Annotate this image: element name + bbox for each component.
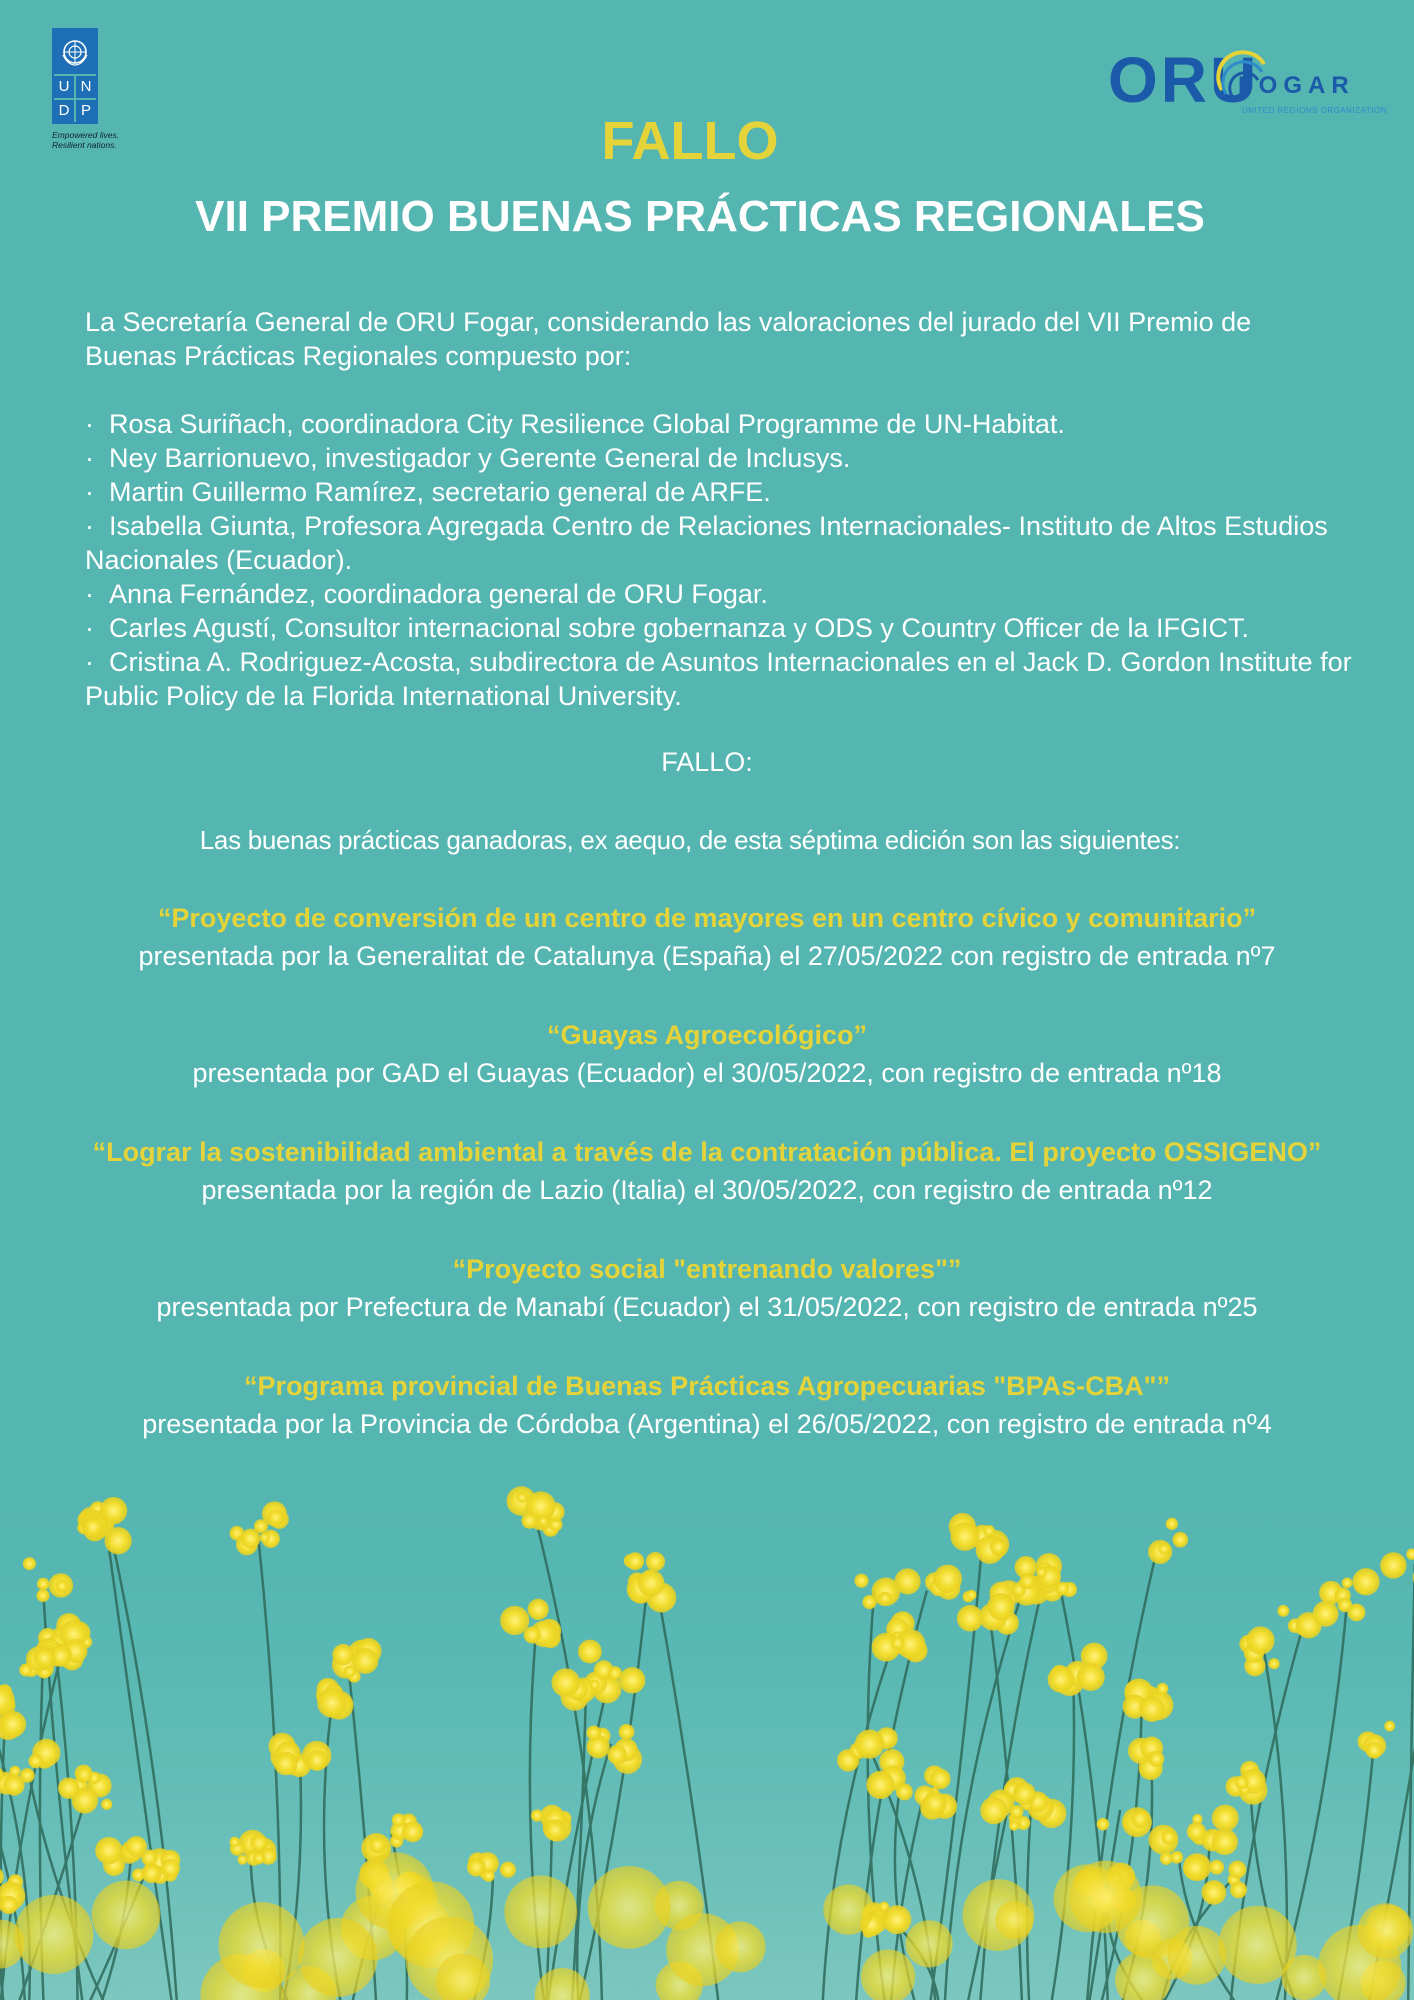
flower-bloom	[1097, 1818, 1110, 1831]
jury-member: · Carles Agustí, Consultor internacional sobre gobernanza y ODS y Country Officer de la IFGICT.	[85, 611, 1375, 645]
fallo-label: FALLO:	[661, 747, 753, 777]
flower-bloom	[9, 1766, 20, 1777]
winners-intro: Las buenas prácticas ganadoras, ex aequo, de esta séptima edición son las siguientes:	[199, 825, 1181, 855]
flower-bloom	[76, 1767, 92, 1783]
flower-bloom	[1148, 1751, 1164, 1767]
flower-bloom	[1139, 1696, 1165, 1722]
flower-bloom	[1069, 1861, 1141, 1933]
flower-bloom	[531, 1809, 543, 1821]
flower-bloom	[1268, 1658, 1279, 1669]
flower-bloom	[1212, 1829, 1238, 1855]
flower-bloom	[241, 1529, 261, 1549]
flower-bloom	[3, 1774, 24, 1795]
winner-title: “Lograr la sostenibilidad ambiental a través de la contratación pública. El proyecto OSSIGENO”	[92, 1137, 1322, 1167]
flower-bloom	[619, 1667, 645, 1693]
jury-member: · Anna Fernández, coordinadora general de ORU Fogar.	[85, 577, 1375, 611]
flower-bloom	[1048, 1666, 1074, 1692]
flower-bloom	[1166, 1518, 1178, 1530]
flower-bloom	[1212, 1805, 1239, 1832]
flower-bloom	[521, 1512, 537, 1528]
flower-bloom	[1167, 1926, 1226, 1985]
flower-bloom	[95, 1837, 122, 1864]
flower-bloom	[1077, 1663, 1105, 1691]
flower-bloom	[905, 1920, 952, 1967]
jury-member: · Isabella Giunta, Profesora Agregada Centro de Relaciones Internacionales- Instituto de Altos Estudios Nacionales (Ecuador).	[85, 509, 1375, 577]
flower-bloom	[1187, 1822, 1206, 1841]
flower-bloom	[1170, 1851, 1183, 1864]
flower-bloom	[1157, 1683, 1169, 1695]
flower-bloom	[237, 1855, 247, 1865]
flower-bloom	[307, 1750, 328, 1771]
flower-bloom	[1183, 1855, 1208, 1880]
flower-bloom	[950, 1522, 979, 1551]
flower-bloom	[1348, 1603, 1366, 1621]
flower-bloom	[524, 1626, 541, 1643]
oru-subtitle: UNITED REGIONS ORGANIZATION	[1242, 106, 1387, 115]
flower-bloom	[37, 1578, 50, 1591]
flower-bloom	[855, 1729, 884, 1758]
undp-tagline-1: Empowered lives.	[52, 130, 120, 140]
flower-bloom	[1384, 1721, 1395, 1732]
winner-entry	[0, 1251, 1414, 1327]
winner-description: presentada por GAD el Guayas (Ecuador) el 30/05/2022, con registro de entrada nº18	[192, 1058, 1222, 1088]
flower-bloom	[896, 1783, 913, 1800]
flower-bloom	[229, 1837, 239, 1847]
flower-bloom	[274, 1752, 298, 1776]
fogar-wordmark: FOGAR	[1238, 72, 1355, 99]
flower-bloom	[1036, 1567, 1047, 1578]
flower-bloom	[92, 1881, 161, 1950]
flower-bloom	[55, 1580, 68, 1593]
undp-letter-n: N	[76, 76, 96, 98]
flower-bloom	[402, 1821, 423, 1842]
flower-bloom	[626, 1552, 644, 1570]
winner-description: presentada por la región de Lazio (Italia) el 30/05/2022, con registro de entrada nº12	[201, 1175, 1213, 1205]
flower-bloom	[161, 1859, 180, 1878]
winner-entry	[0, 900, 1414, 976]
winner-entry	[0, 1134, 1414, 1210]
flower-bloom	[267, 1509, 283, 1525]
flower-bloom	[517, 1492, 528, 1503]
flower-bloom	[1277, 1605, 1289, 1617]
flower-bloom	[1235, 1775, 1249, 1789]
flower-bloom	[1228, 1861, 1246, 1879]
jury-member: · Rosa Suriñach, coordinadora City Resilience Global Programme de UN-Habitat.	[85, 407, 1375, 441]
flower-bloom	[930, 1769, 951, 1790]
flower-bloom	[126, 1836, 147, 1857]
flower-bloom	[1313, 1601, 1339, 1627]
flower-bloom	[1010, 1805, 1024, 1819]
flower-bloom	[58, 1777, 79, 1798]
flower-bloom	[1009, 1821, 1019, 1831]
jury-member: · Ney Barrionuevo, investigador y Gerente General de Inclusys.	[85, 441, 1375, 475]
undp-tagline-2: Resilient nations.	[52, 140, 117, 150]
flower-bloom	[878, 1592, 891, 1605]
flower-bloom	[369, 1837, 386, 1854]
flower-bloom	[0, 1896, 18, 1914]
flower-bloom	[392, 1813, 405, 1826]
flower-bloom	[891, 1636, 905, 1650]
flower-bloom	[1281, 1955, 1326, 2000]
flower-bloom	[619, 1724, 635, 1740]
flower-bloom	[1380, 1552, 1406, 1578]
flower-bloom	[578, 1640, 602, 1664]
flower-bloom	[1013, 1783, 1036, 1806]
flower-bloom	[715, 1921, 766, 1972]
flower-bloom	[500, 1862, 516, 1878]
flower-bloom	[538, 1516, 549, 1527]
jury-member: · Martin Guillermo Ramírez, secretario general de ARFE.	[85, 475, 1375, 509]
flower-bloom	[823, 1884, 873, 1934]
page-title: FALLO	[601, 111, 779, 171]
flower-bloom	[545, 1819, 566, 1840]
winner-title: “Guayas Agroecológico”	[546, 1020, 868, 1050]
flower-bloom	[218, 1902, 304, 1988]
undp-letter-p: P	[76, 100, 96, 122]
flower-bloom	[0, 1711, 26, 1738]
flower-bloom	[1056, 1582, 1070, 1596]
flower-bloom	[1358, 1903, 1414, 1959]
jury-member: · Cristina A. Rodriguez-Acosta, subdirectora de Asuntos Internacionales en el Jack D. Gordon Institute for Public Policy de la Florida International University.	[85, 645, 1375, 713]
flower-bloom	[1173, 1532, 1189, 1548]
flower-bloom	[588, 1866, 671, 1949]
winner-entry	[0, 1017, 1414, 1093]
flower-bloom	[332, 1644, 353, 1665]
flower-bloom	[1020, 1573, 1036, 1589]
flower-bloom	[990, 1539, 1007, 1556]
flower-bloom	[1209, 1860, 1224, 1875]
flower-bloom	[980, 1797, 1007, 1824]
flower-bloom	[298, 1918, 377, 1997]
flower-bloom	[344, 1666, 356, 1678]
flower-bloom	[34, 1647, 55, 1668]
flower-bloom	[1161, 1830, 1176, 1845]
flower-bloom	[19, 1664, 32, 1677]
flower-bloom	[504, 1875, 577, 1948]
winner-entry	[0, 1368, 1414, 1444]
flower-bloom	[253, 1852, 265, 1864]
flower-bloom	[142, 1863, 162, 1883]
award-title: VII PREMIO BUENAS PRÁCTICAS REGIONALES	[195, 192, 1205, 241]
flower-bloom	[14, 1895, 93, 1974]
flower-bloom	[1158, 1543, 1170, 1555]
flower-bloom	[260, 1533, 270, 1543]
flower-bloom	[83, 1517, 104, 1538]
flower-bloom	[1342, 1577, 1353, 1588]
winner-title: “Programa provincial de Buenas Prácticas Agropecuarias "BPAs-CBA"”	[244, 1371, 1170, 1401]
flower-bloom	[933, 1565, 962, 1594]
flower-bloom	[528, 1599, 549, 1620]
flower-bloom	[104, 1527, 131, 1554]
flower-bloom	[467, 1858, 486, 1877]
flower-bloom	[1202, 1880, 1227, 1905]
flower-bloom	[551, 1668, 580, 1697]
flower-bloom	[638, 1570, 665, 1597]
flower-bloom	[883, 1905, 912, 1934]
flower-bloom	[1230, 1881, 1247, 1898]
undp-letter-d: D	[54, 100, 74, 122]
oru-wordmark: ORU	[1108, 44, 1260, 116]
flower-bloom	[586, 1725, 601, 1740]
flower-bloom	[23, 1557, 36, 1570]
winner-description: presentada por Prefectura de Manabí (Ecuador) el 31/05/2022, con registro de entrada nº25	[156, 1292, 1258, 1322]
winner-description: presentada por la Provincia de Córdoba (Argentina) el 26/05/2022, con registro de entrada nº4	[142, 1409, 1272, 1439]
un-emblem-icon	[54, 30, 96, 76]
flower-field-image	[0, 1450, 1414, 2000]
flower-bloom	[966, 1590, 976, 1600]
flower-bloom	[1366, 1742, 1383, 1759]
winner-title: “Proyecto de conversión de un centro de mayores en un centro cívico y comunitario”	[157, 903, 1257, 933]
flower-bloom	[995, 1901, 1033, 1939]
flower-bloom	[862, 1595, 876, 1609]
flower-bloom	[1246, 1626, 1274, 1654]
jury-list	[85, 407, 1375, 713]
flower-bloom	[1352, 1568, 1379, 1595]
flower-bloom	[317, 1688, 347, 1718]
flower-bloom	[590, 1680, 600, 1690]
flower-bloom	[101, 1799, 112, 1810]
flower-bloom	[923, 1791, 947, 1815]
flower-bloom	[646, 1552, 665, 1571]
winner-title: “Proyecto social "entrenando valores"”	[452, 1254, 962, 1284]
flower-bloom	[352, 1648, 378, 1674]
flower-bloom	[983, 1525, 995, 1537]
flower-bloom	[1131, 1810, 1149, 1828]
undp-letter-u: U	[54, 76, 74, 98]
winner-description: presentada por la Generalitat de Catalunya (España) el 27/05/2022 con registro de entrada nº7	[138, 941, 1276, 971]
flower-bloom	[987, 1593, 1014, 1620]
intro-paragraph: La Secretaría General de ORU Fogar, considerando las valoraciones del jurado del VII Premio de Buenas Prácticas Regionales compuesto por:	[85, 307, 1252, 371]
flower-bloom	[36, 1589, 49, 1602]
flower-bloom	[854, 1574, 868, 1588]
flower-bloom	[28, 1754, 42, 1768]
flower-bloom	[866, 1771, 894, 1799]
flower-bloom	[607, 1745, 626, 1764]
